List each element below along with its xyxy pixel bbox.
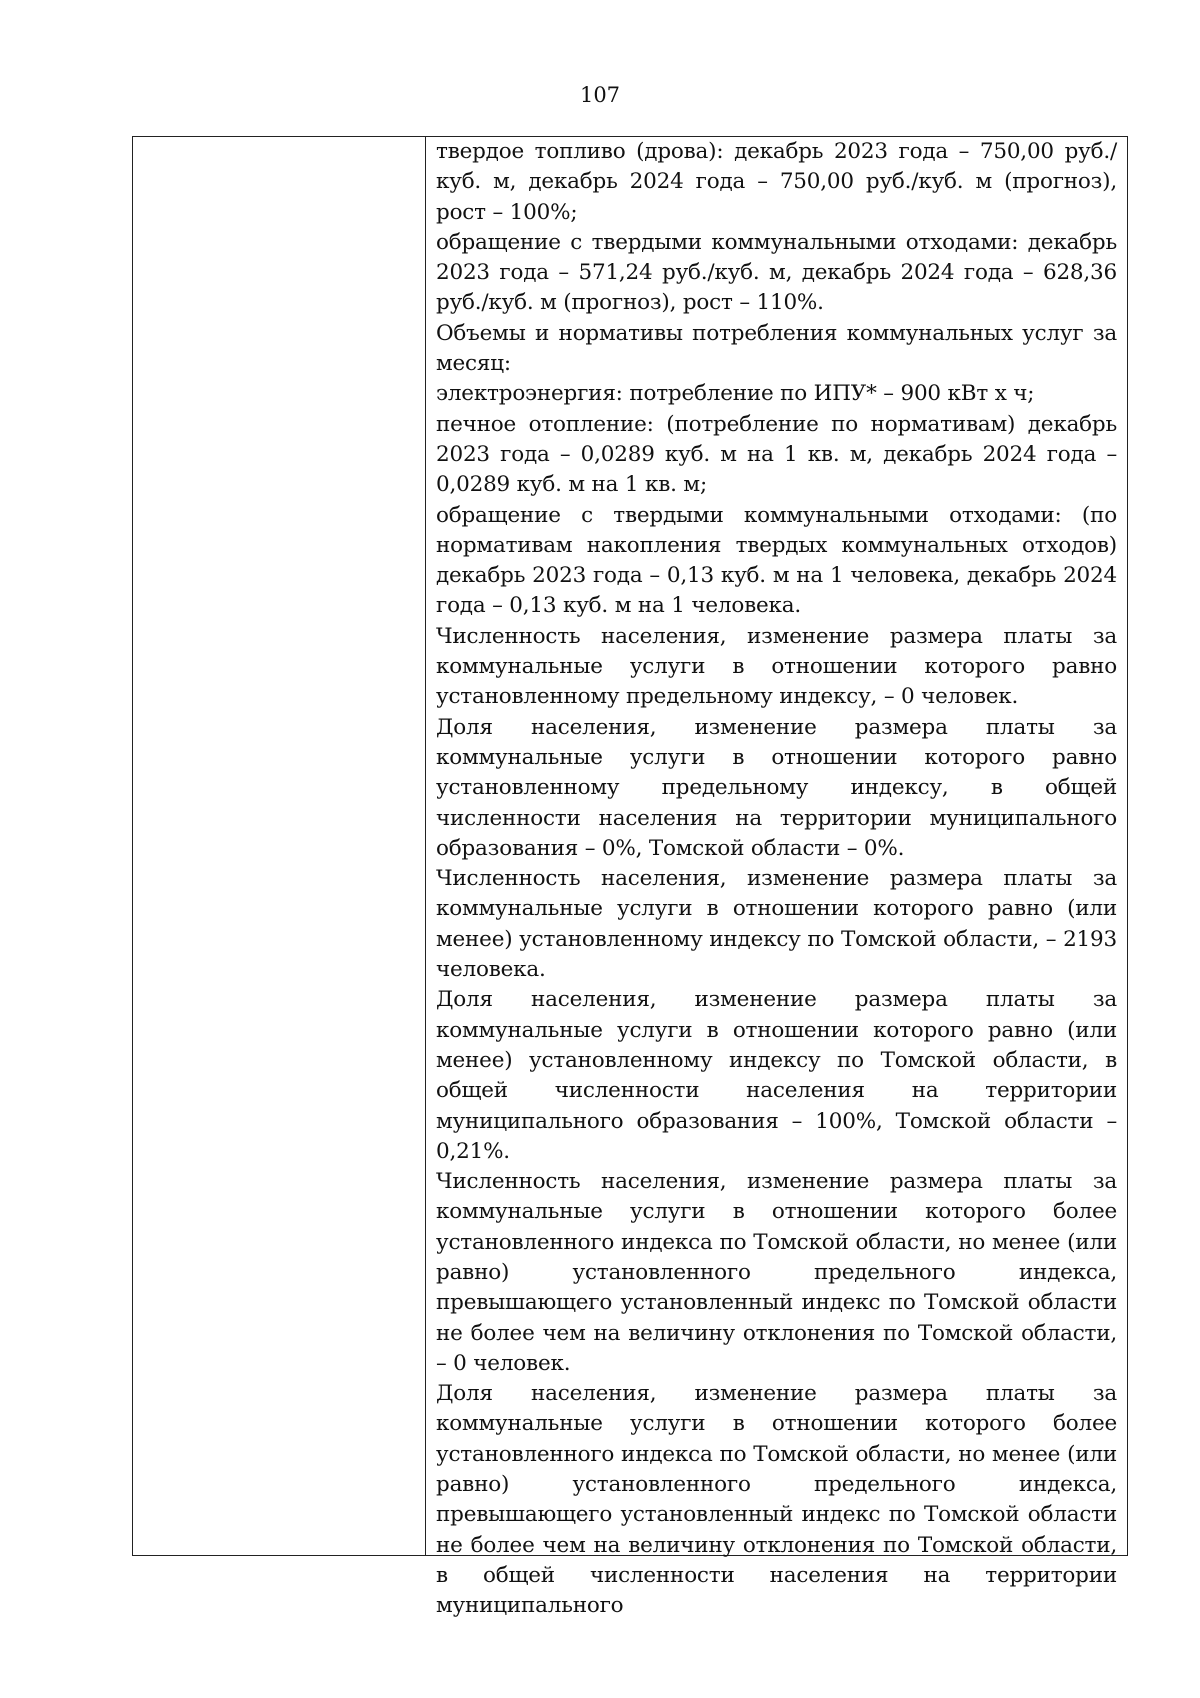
paragraph-waste-norms: обращение с твердыми коммунальными отходами: (по нормативам накопления твердых коммунальных отходов) декабрь 2023 года – 0,13 куб. м на 1 человека, декабрь 2024 года – 0,13 куб. м на 1 человека. — [436, 502, 1117, 619]
page-number: 107 — [579, 83, 621, 107]
paragraph-population-limit-index: Численность населения, изменение размера платы за коммунальные услуги в отношении которого равно установленному предельному индексу, – 0 человек. — [436, 623, 1117, 710]
table-left-cell — [133, 137, 426, 1555]
document-table — [132, 136, 1128, 1619]
paragraph-waste-tariff: обращение с твердыми коммунальными отходами: декабрь 2023 года – 571,24 руб./куб. м, декабрь 2024 года – 628,36 руб./куб. м (прогноз), рост – 110%. — [436, 229, 1117, 316]
paragraph-population-regional-index: Численность населения, изменение размера платы за коммунальные услуги в отношении которого равно (или менее) установленному индексу по Томской области, – 2193 человека. — [436, 866, 1117, 983]
paragraph-share-above-index: Доля населения, изменение размера платы за коммунальные услуги в отношении которого более установленного индекса по Томской области, но менее (или равно) установленного предельного индекса, превышающего установленный индекс по Томской области не более чем на величину отклонения по Томской области, в общей численности населения на территории муниципального — [436, 1381, 1117, 1619]
paragraph-consumption-heading: Объемы и нормативы потребления коммунальных услуг за месяц: — [436, 320, 1117, 377]
table-right-cell — [426, 137, 1127, 1619]
paragraph-share-limit-index: Доля населения, изменение размера платы за коммунальные услуги в отношении которого равно установленному предельному индексу, в общей численности населения на территории муниципального образования – 0%, Томской области – 0%. — [436, 714, 1117, 861]
paragraph-solid-fuel: твердое топливо (дрова): декабрь 2023 года – 750,00 руб./куб. м, декабрь 2024 года – 750,00 руб./куб. м (прогноз), рост – 100%; — [436, 139, 1117, 225]
paragraph-stove-heating: печное отопление: (потребление по нормативам) декабрь 2023 года – 0,0289 куб. м на 1 кв. м, декабрь 2024 года – 0,0289 куб. м на 1 кв. м; — [436, 411, 1117, 498]
paragraph-population-above-index: Численность населения, изменение размера платы за коммунальные услуги в отношении которого более установленного индекса по Томской области, но менее (или равно) установленного предельного индекса, превышающего установленный индекс по Томской области не более чем на величину отклонения по Томской области, – 0 человек. — [436, 1169, 1117, 1376]
paragraph-electricity: электроэнергия: потребление по ИПУ* – 900 кВт х ч; — [436, 381, 1035, 407]
paragraph-share-regional-index: Доля населения, изменение размера платы за коммунальные услуги в отношении которого равно (или менее) установленному индексу по Томской области, в общей численности населения на территории муниципального образования – 100%, Томской области – 0,21%. — [436, 987, 1117, 1164]
